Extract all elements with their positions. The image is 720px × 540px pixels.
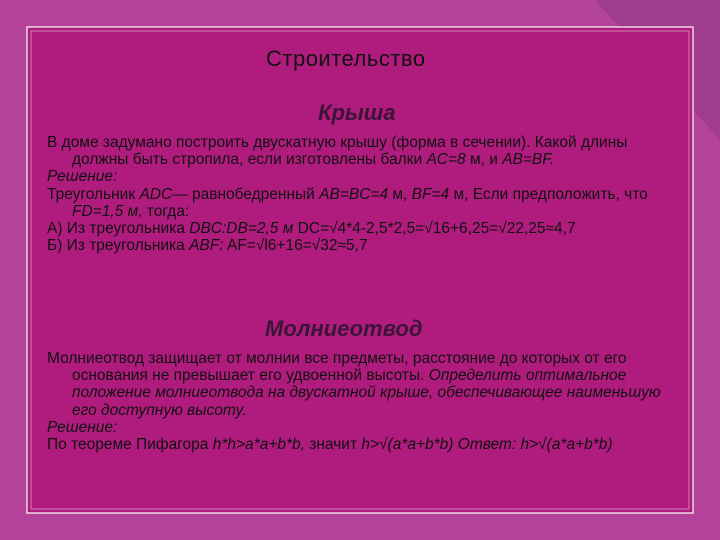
slide-title: Строительство xyxy=(266,46,426,71)
lightning-solution-label: Решение: xyxy=(47,418,118,436)
text-run: Треугольник xyxy=(47,185,140,203)
italic-text-run: h*h>a*a+b*b, xyxy=(212,436,305,454)
text-run: м, Если предположить, что xyxy=(449,185,648,203)
italic-text-run: BF=4 xyxy=(411,185,450,203)
text-run: м, и xyxy=(465,151,503,169)
roof-step-b xyxy=(47,237,687,254)
lightning-heading: Молниеотвод xyxy=(265,316,423,341)
roof-triangle xyxy=(47,186,687,220)
roof-solution-label: Решение: xyxy=(47,168,118,186)
italic-text-run: ADC xyxy=(139,185,173,203)
text-run: — равнобедренный xyxy=(172,185,320,203)
roof-step-a xyxy=(47,220,687,237)
roof-problem xyxy=(47,134,687,168)
text-run: значит xyxy=(304,436,362,454)
italic-text-run: Определить оптимальное положение молниеотвода на двускатной крыше, обеспечивающее наименьшую его доступную высоту. xyxy=(72,367,661,419)
roof-heading: Крыша xyxy=(318,100,396,125)
text-run: AF=√l6+16=√32≈5,7 xyxy=(223,237,368,255)
text-run: м, xyxy=(388,185,412,203)
italic-text-run: ABF: xyxy=(189,237,224,255)
text-run: DC=√4*4-2,5*2,5=√16+6,25=√22,25≈4,7 xyxy=(293,220,576,238)
text-run: А) Из треугольника xyxy=(47,220,190,238)
text-run: Б) Из треугольника xyxy=(47,237,190,255)
italic-text-run: AC=8 xyxy=(426,151,466,169)
text-run: Молниеотвод защищает от молнии все предметы, расстояние до которых от его основания не превышает его удвоенной высоты. xyxy=(47,350,627,385)
text-run: В доме задумано построить двускатную крышу (форма в сечении). Какой длины должны быть стропила, если изготовлены балки xyxy=(47,134,628,169)
text-run: тогда: xyxy=(142,202,190,220)
italic-text-run: DBC:DB=2,5 м xyxy=(189,220,294,238)
lightning-section xyxy=(47,350,687,453)
text-run: По теореме Пифагора xyxy=(47,436,213,454)
italic-text-run: FD=1,5 м, xyxy=(72,202,143,220)
italic-text-run: AB=BC=4 xyxy=(319,185,389,203)
italic-text-run: AB=BF. xyxy=(502,151,555,169)
roof-section xyxy=(47,134,687,254)
lightning-answer xyxy=(47,436,687,453)
lightning-problem xyxy=(47,350,687,419)
italic-text-run: h>√(a*a+b*b) Ответ: h>√(a*a+b*b) xyxy=(361,436,613,454)
